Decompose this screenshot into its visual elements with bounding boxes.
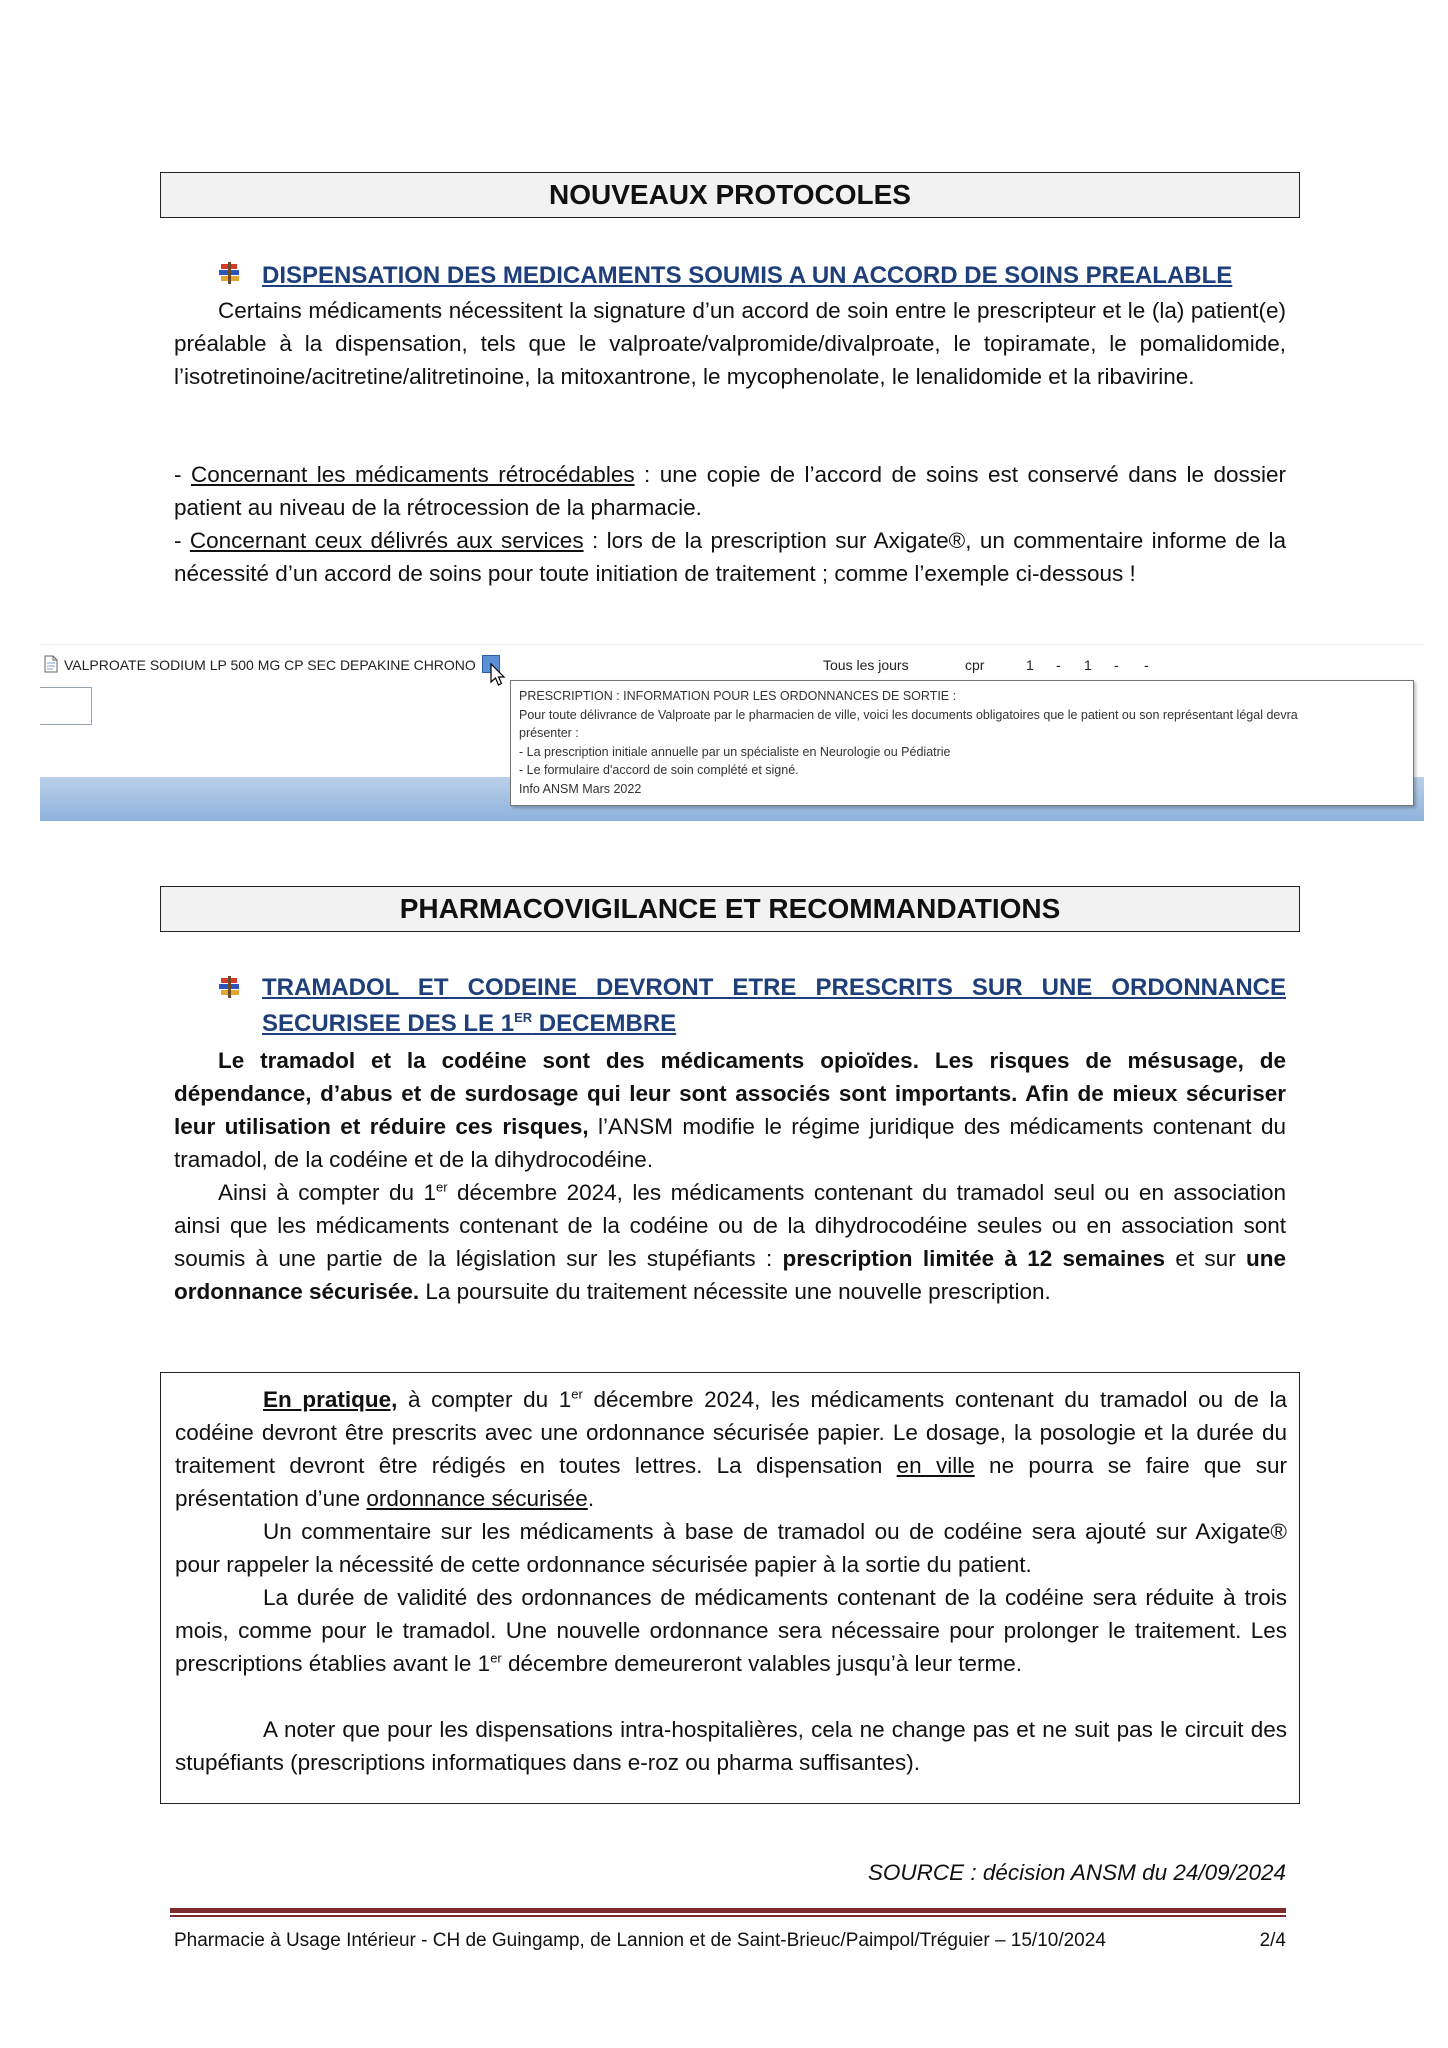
underlined-retrocedables: Concernant les médicaments rétrocédables — [190, 462, 635, 487]
dose-morning: 1 — [1026, 657, 1034, 673]
axigate-screenshot — [40, 644, 1424, 821]
section-title-text: NOUVEAUX PROTOCOLES — [549, 179, 911, 210]
list-item-retrocedables — [174, 458, 1286, 524]
paragraph-legislation — [174, 1176, 1286, 1308]
section-title-protocoles — [160, 172, 1300, 218]
tooltip-line: Info ANSM Mars 2022 — [519, 781, 642, 796]
heading-text: SECURISEE DES LE 1 — [262, 1010, 515, 1037]
list-item-text: : lors de la prescription sur Axigate®, un commentaire informe de la nécessité d’un accord de soins pour toute initiation de traitement ; comme l’exemple ci-dessous ! — [174, 528, 1287, 586]
paragraph-text: décembre demeureront valables jusqu’à leur terme. — [501, 1651, 1023, 1676]
bold-text: prescription limitée à 12 semaines — [782, 1246, 1166, 1271]
superscript: er — [571, 1386, 583, 1402]
heading-line — [262, 1006, 1286, 1042]
dose-separator: - — [1114, 657, 1119, 673]
paragraph-text: La poursuite du traitement nécessite une nouvelle prescription. — [419, 1279, 1051, 1304]
list-prefix: - — [174, 528, 190, 553]
footer-text: Pharmacie à Usage Intérieur - CH de Guingamp, de Lannion et de Saint-Brieuc/Paimpol/Tréguier – 15/10/2024 — [174, 1930, 1106, 1951]
source-citation: SOURCE : décision ANSM du 24/09/2024 — [867, 1860, 1286, 1885]
bold-text: Le tramadol et la codéine sont des médicaments opioïdes. Les risques de mésusage, de dépendance, d’abus et de surdosage qui leur sont associés sont importants. Afin de mieux sécuriser leur utilisation et réduire ces risques, — [174, 1048, 1286, 1139]
footer-rule — [170, 1915, 1286, 1917]
underlined-services: Concernant ceux délivrés aux services — [189, 528, 584, 553]
paragraph-text: La durée de validité des ordonnances de médicaments contenant de la codéine sera réduite à trois mois, comme pour le tramadol. Une nouvelle ordonnance sera nécessaire pour prolonger le traitement. Les prescriptions établies avant le 1 — [175, 1585, 1287, 1676]
page-number: 2/4 — [1259, 1930, 1286, 1951]
heading-tramadol — [262, 970, 1286, 1042]
box-paragraph-intra-hospitalier: A noter que pour les dispensations intra-hospitalières, cela ne change pas et ne suit pas le circuit des stupéfiants (prescriptions informatiques dans e-roz ou pharma suffisantes). — [175, 1717, 1287, 1775]
book-stack-icon — [218, 976, 242, 998]
box-paragraph-pratique — [175, 1383, 1287, 1515]
frequency-label: Tous les jours — [823, 657, 909, 673]
heading-text: DECEMBRE — [532, 1010, 677, 1037]
tooltip-line: PRESCRIPTION : INFORMATION POUR LES ORDONNANCES DE SORTIE : — [519, 689, 957, 703]
dose-separator: - — [1144, 657, 1149, 673]
paragraph-text: l’ANSM modifie le régime juridique des médicaments contenant du tramadol, de la codéine et de la dihydrocodéine. — [174, 1114, 1286, 1172]
paragraph-text: et sur — [1165, 1246, 1246, 1271]
paragraph-text: à compter du 1 — [397, 1387, 572, 1412]
paragraph-text: décembre 2024, les médicaments contenant du tramadol seul ou en association ainsi que les médicaments contenant de la codéine ou de la dihydrocodéine seules ou en association sont soumis à une partie de la législation sur les stupéfiants : — [174, 1180, 1286, 1271]
tooltip-line: Pour toute délivrance de Valproate par le pharmacien de ville, voici les documents obligatoires que le patient ou son représentant légal devra — [519, 707, 1298, 722]
tooltip-line: - La prescription initiale annuelle par un spécialiste en Neurologie ou Pédiatrie — [519, 744, 951, 759]
bold-text: une ordonnance sécurisée. — [174, 1246, 1286, 1304]
heading-sup: ER — [514, 1010, 533, 1025]
superscript: er — [436, 1179, 448, 1195]
heading-accord-soins: DISPENSATION DES MEDICAMENTS SOUMIS A UN ACCORD DE SOINS PREALABLE — [262, 262, 1233, 289]
document-icon — [44, 655, 58, 673]
paragraph-accord-soins: Certains médicaments nécessitent la signature d’un accord de soin entre le prescripteur et le (la) patient(e) préalable à la dispensation, tels que le valproate/valpromide/divalproate, le topiramate, le pomalidomide, l’isotretinoine/acitretine/alitretinoine, la mitoxantrone, le mycophenolate, le lenalidomide et la ribavirine. — [174, 298, 1286, 389]
box-paragraph-validite — [175, 1581, 1287, 1680]
bold-underlined-text: En pratique, — [263, 1387, 398, 1412]
underlined-text: en ville — [896, 1453, 975, 1478]
tooltip-line: - Le formulaire d'accord de soin complété et signé. — [519, 763, 799, 777]
unit-label: cpr — [965, 657, 985, 673]
page-footer — [174, 1930, 1286, 1952]
drug-name: VALPROATE SODIUM LP 500 MG CP SEC DEPAKINE CHRONO — [64, 657, 476, 673]
list-item-services — [174, 524, 1286, 590]
paragraph-text: décembre 2024, les médicaments contenant du tramadol ou de la codéine devront être prescrits avec une ordonnance sécurisée papier. Le dosage, la posologie et la durée du traitement devront être rédigés en toutes lettres. La dispensation — [175, 1387, 1287, 1478]
dose-noon: 1 — [1084, 657, 1092, 673]
section-title-text: PHARMACOVIGILANCE ET RECOMMANDATIONS — [399, 893, 1061, 924]
book-stack-icon — [218, 262, 242, 284]
en-pratique-box — [160, 1372, 1300, 1804]
box-paragraph-axigate: Un commentaire sur les médicaments à base de tramadol ou de codéine sera ajouté sur Axigate® pour rappeler la nécessité de cette ordonnance sécurisée papier à la sortie du patient. — [175, 1519, 1287, 1577]
paragraph-text: ne pourra se faire que sur présentation d’une — [175, 1453, 1287, 1511]
paragraph-text: . — [587, 1486, 595, 1511]
mouse-cursor-icon — [490, 663, 508, 687]
section-title-pharmacovigilance — [160, 886, 1300, 932]
comment-textarea[interactable] — [40, 687, 92, 725]
underlined-text: ordonnance sécurisée — [366, 1486, 588, 1511]
list-prefix: - — [174, 462, 191, 487]
heading-line: TRAMADOL ET CODEINE DEVRONT ETRE PRESCRITS SUR UNE ORDONNANCE — [262, 974, 1286, 1001]
paragraph-text: Ainsi à compter du 1 — [218, 1180, 436, 1205]
superscript: er — [490, 1650, 502, 1666]
list-item-text: : une copie de l’accord de soins est conservé dans le dossier patient au niveau de la rétrocession de la pharmacie. — [174, 462, 1286, 520]
dose-separator: - — [1056, 657, 1061, 673]
footer-rule — [170, 1908, 1286, 1913]
paragraph-opioides — [174, 1044, 1286, 1176]
prescription-tooltip — [510, 680, 1414, 806]
tooltip-line: présenter : — [519, 726, 579, 740]
